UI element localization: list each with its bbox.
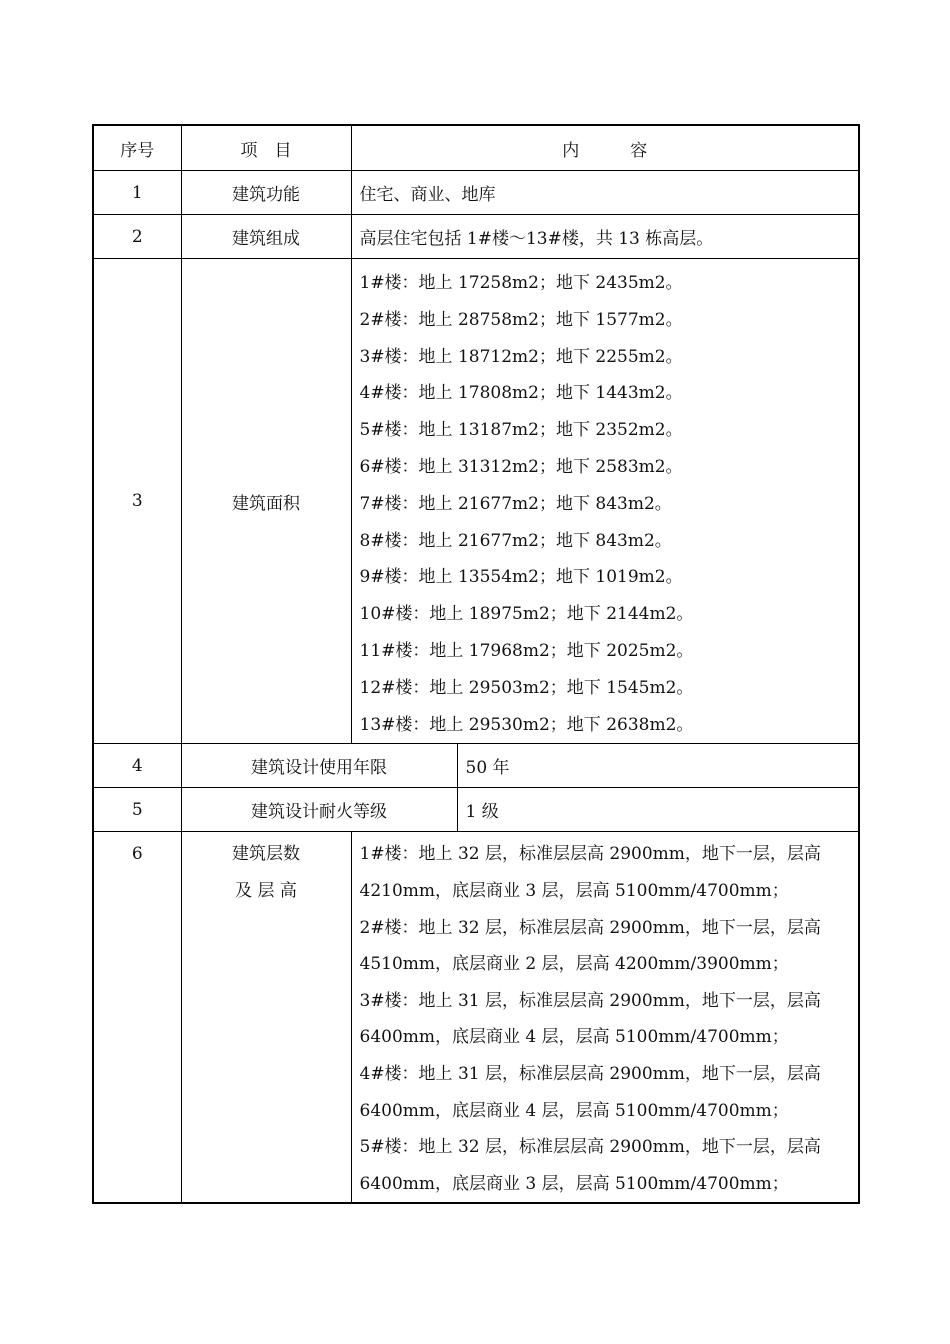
floors-line: 4#楼：地上 31 层，标准层层高 2900mm，地下一层，层高	[359, 1063, 821, 1084]
floors-line: 3#楼：地上 31 层，标准层层高 2900mm，地下一层，层高	[359, 990, 821, 1011]
floors-line: 4510mm，底层商业 2 层，层高 4200mm/3900mm；	[359, 954, 789, 975]
floors-line: 6400mm，底层商业 4 层，层高 5100mm/4700mm；	[359, 1100, 789, 1121]
floors-line: 6400mm，底层商业 3 层，层高 5100mm/4700mm；	[359, 1173, 789, 1194]
area-line: 12#楼：地上 29503m2；地下 1545m2。	[359, 677, 694, 698]
row-seq: 1	[93, 171, 181, 215]
header-item: 项 目	[181, 125, 351, 171]
area-line: 2#楼：地上 28758m2；地下 1577m2。	[359, 309, 683, 330]
row-seq: 2	[93, 215, 181, 259]
floors-line: 1#楼：地上 32 层，标准层层高 2900mm，地下一层，层高	[359, 844, 821, 865]
row-item: 建筑设计耐火等级	[181, 788, 457, 832]
row-item: 建筑功能	[181, 171, 351, 215]
row-item: 建筑组成	[181, 215, 351, 259]
row-content: 1 级	[457, 788, 859, 832]
row-item: 建筑设计使用年限	[181, 744, 457, 788]
area-line: 3#楼：地上 18712m2；地下 2255m2。	[359, 346, 683, 367]
row-item: 建筑面积	[181, 259, 351, 744]
table-row	[93, 832, 859, 1204]
row-seq: 4	[93, 744, 181, 788]
building-info-table	[92, 124, 860, 1204]
row-seq-text: 6	[131, 844, 143, 865]
area-list-cell	[351, 259, 859, 744]
floors-line: 4210mm，底层商业 3 层，层高 5100mm/4700mm；	[359, 880, 789, 901]
row-seq	[93, 832, 181, 1204]
row-content: 住宅、商业、地库	[351, 171, 859, 215]
floors-line: 6400mm，底层商业 4 层，层高 5100mm/4700mm；	[359, 1027, 789, 1048]
area-line: 7#楼：地上 21677m2；地下 843m2。	[359, 493, 672, 514]
header-content: 内 容	[351, 125, 859, 171]
row-seq: 3	[93, 259, 181, 744]
table-row	[93, 744, 859, 788]
area-line: 10#楼：地上 18975m2；地下 2144m2。	[359, 604, 694, 625]
row-item-line2: 及 层 高	[235, 880, 297, 901]
row-item	[181, 832, 351, 1204]
row-content: 50 年	[457, 744, 859, 788]
table-header-row	[93, 125, 859, 171]
floors-line: 5#楼：地上 32 层，标准层层高 2900mm，地下一层，层高	[359, 1137, 821, 1158]
area-line: 5#楼：地上 13187m2；地下 2352m2。	[359, 420, 683, 441]
area-line: 4#楼：地上 17808m2；地下 1443m2。	[359, 383, 683, 404]
area-line: 9#楼：地上 13554m2；地下 1019m2。	[359, 567, 683, 588]
area-line: 13#楼：地上 29530m2；地下 2638m2。	[359, 714, 694, 735]
row-seq: 5	[93, 788, 181, 832]
area-line: 8#楼：地上 21677m2；地下 843m2。	[359, 530, 672, 551]
area-line: 1#楼：地上 17258m2；地下 2435m2。	[359, 273, 683, 293]
area-line: 11#楼：地上 17968m2；地下 2025m2。	[359, 640, 694, 661]
table-row	[93, 259, 859, 744]
header-seq: 序号	[93, 125, 181, 171]
table-row	[93, 171, 859, 215]
floors-list-cell	[351, 832, 859, 1204]
row-item-line1: 建筑层数	[232, 844, 300, 865]
table-row	[93, 215, 859, 259]
table-row	[93, 788, 859, 832]
floors-line: 2#楼：地上 32 层，标准层层高 2900mm，地下一层，层高	[359, 917, 821, 938]
area-line: 6#楼：地上 31312m2；地下 2583m2。	[359, 456, 683, 477]
row-content: 高层住宅包括 1#楼～13#楼，共 13 栋高层。	[351, 215, 859, 259]
